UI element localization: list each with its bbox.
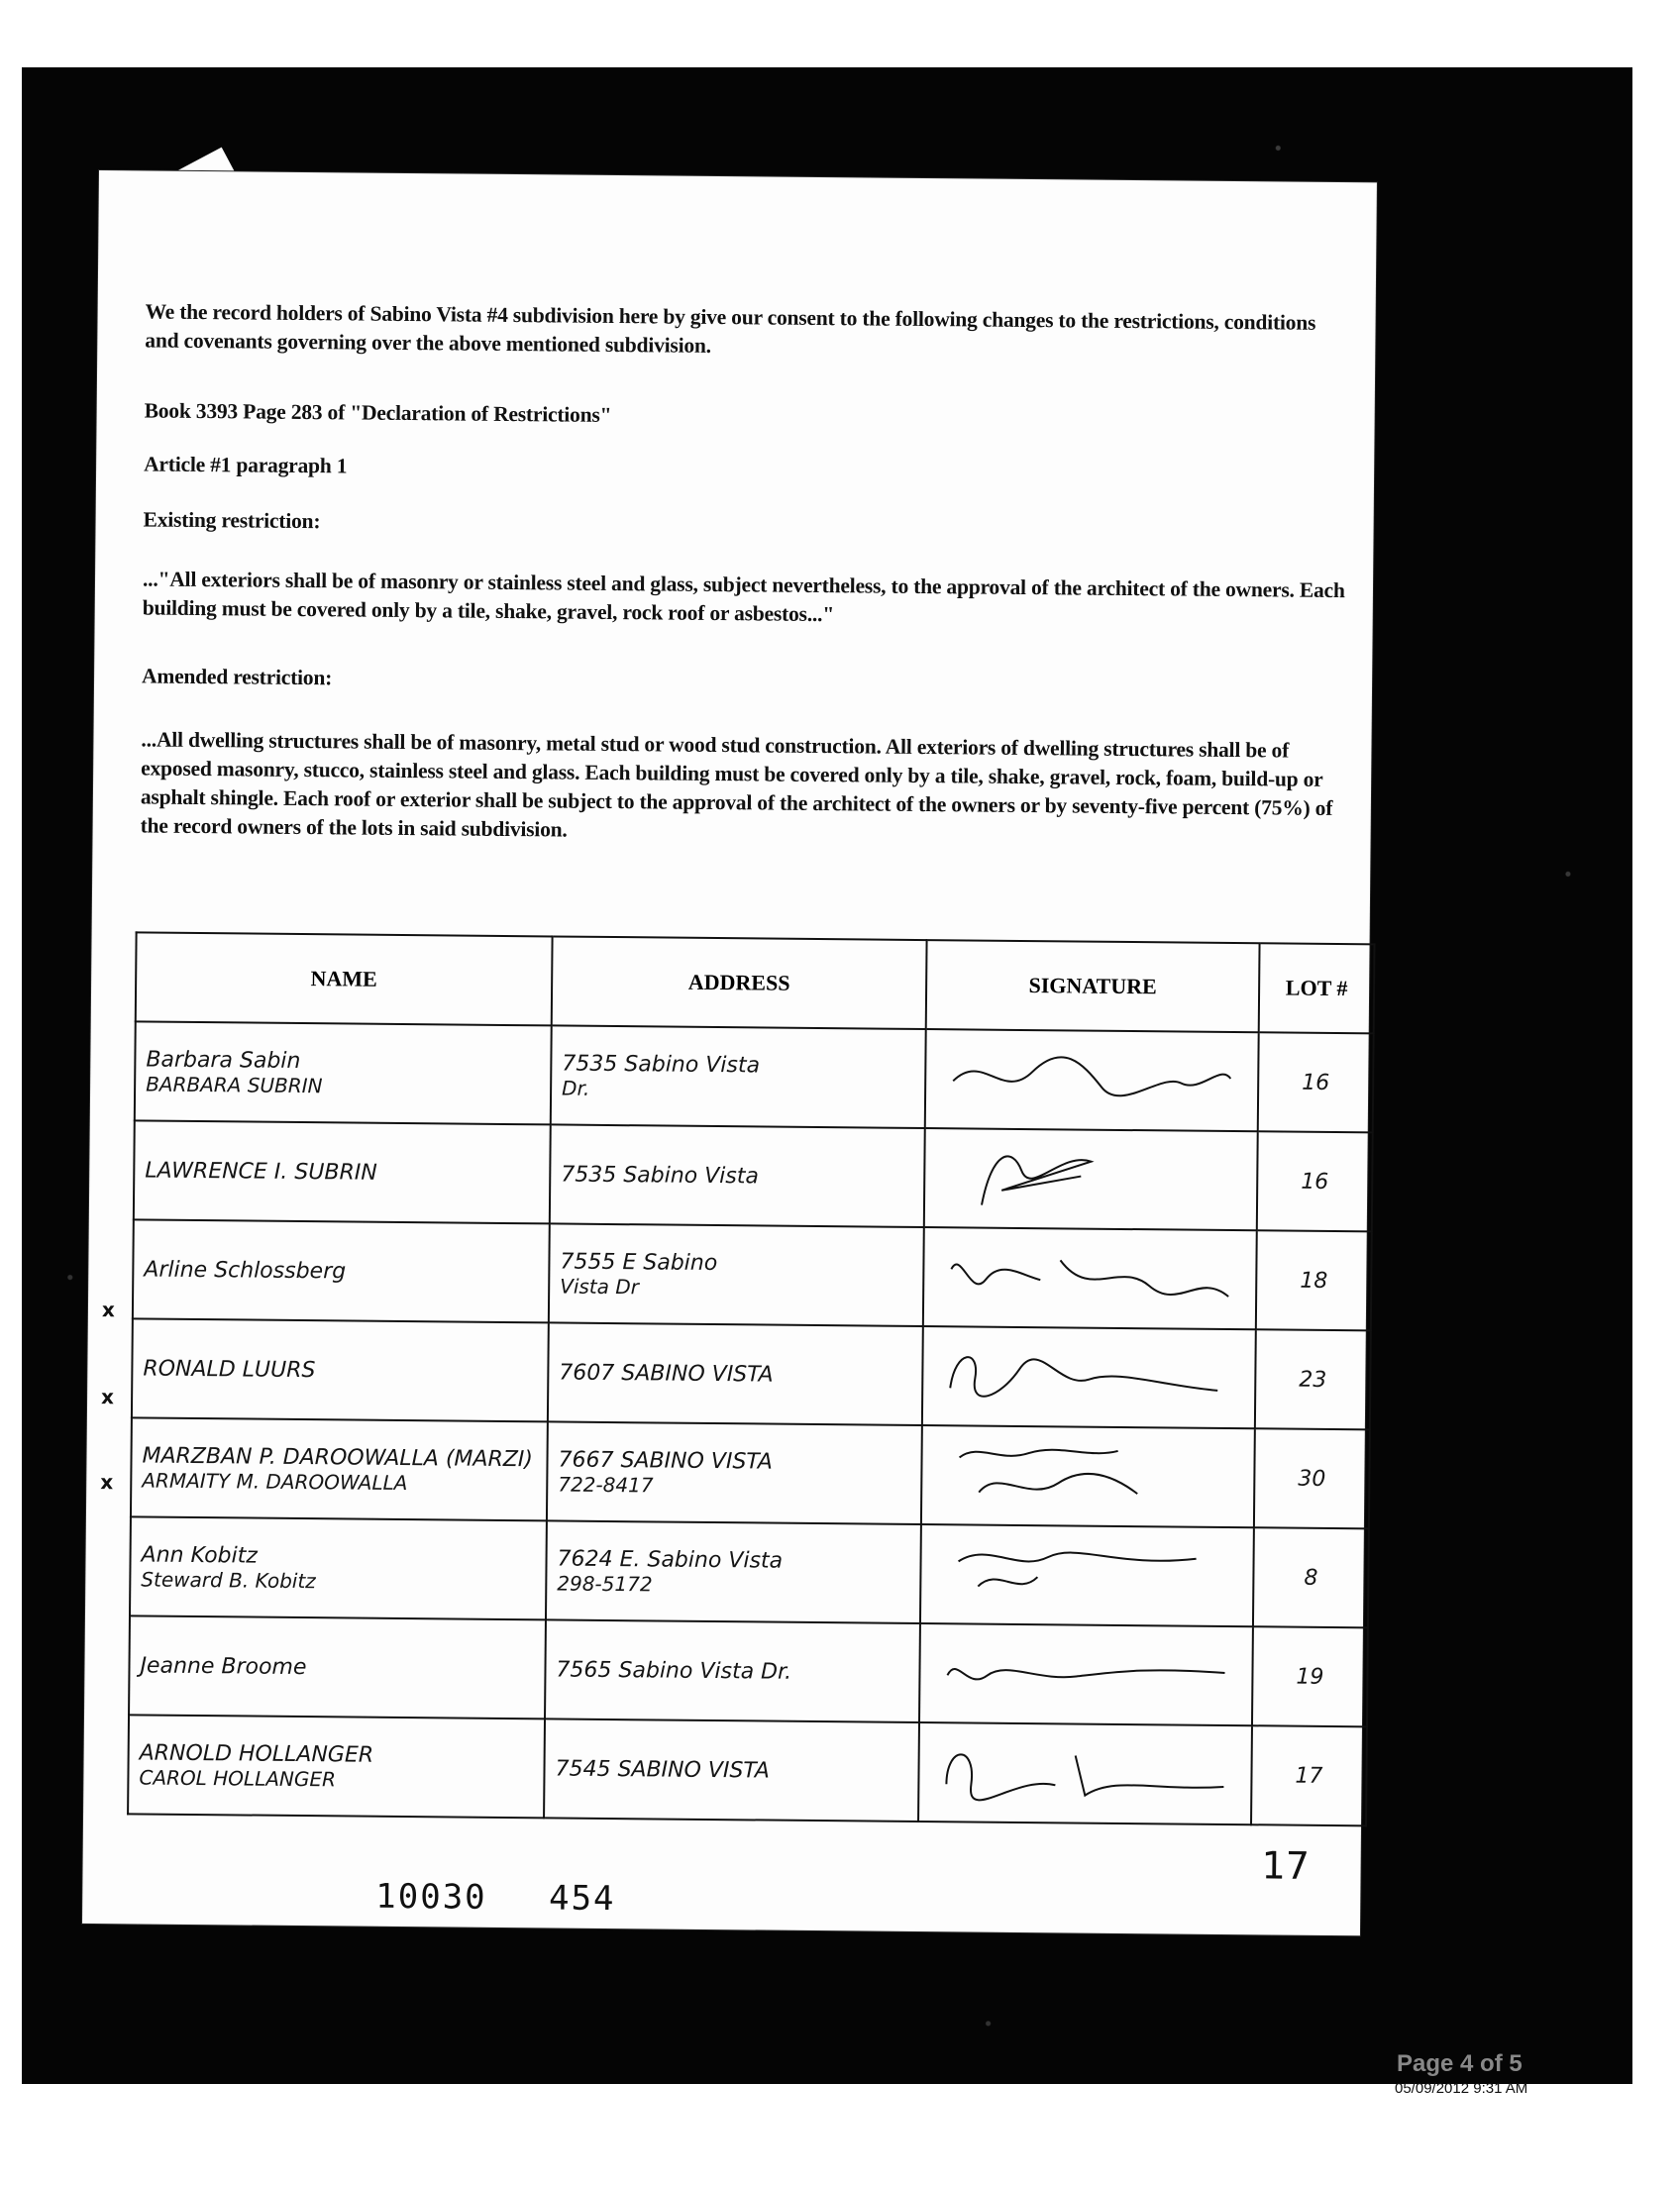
address-line: 7545 SABINO VISTA [555,1755,770,1784]
address-line-2: 298-5172 [557,1571,653,1596]
header-signature: SIGNATURE [926,940,1260,1032]
handwritten-signature [934,1239,1246,1311]
print-timestamp: 05/09/2012 9:31 AM [1395,2080,1528,2097]
x-mark: x [101,1385,115,1409]
address-line: 7667 SABINO VISTA [558,1447,773,1475]
header-address: ADDRESS [552,936,927,1029]
name-line-2: Steward B. Kobitz [141,1566,316,1593]
name-cell [132,1318,549,1421]
address-cell [544,1718,919,1822]
signature-cell [919,1623,1253,1725]
lot-cell: 23 [1255,1329,1371,1429]
name-line: RONALD LUURS [143,1355,316,1383]
address-line-2: Vista Dr [560,1274,640,1299]
lot-cell: 30 [1254,1428,1370,1528]
name-line-2: ARMAITY M. DAROOWALLA [142,1467,408,1495]
address-line-2: 722-8417 [558,1472,654,1497]
table-row [129,1615,1368,1726]
lot-cell: 16 [1257,1131,1373,1231]
name-line: Barbara Sabin [146,1046,301,1074]
lot-cell: 16 [1258,1032,1374,1132]
amended-heading: Amended restriction: [141,664,333,690]
address-cell [550,1124,925,1227]
signature-cell [923,1227,1257,1329]
table-header-row [136,932,1375,1033]
table-row [135,1021,1374,1132]
address-cell [547,1421,922,1524]
book-reference: Book 3393 Page 283 of "Declaration of Restrictions" [144,398,612,427]
signature-cell [922,1326,1256,1428]
handwritten-signature [935,1140,1247,1212]
table-row [130,1516,1369,1627]
existing-text: ..."All exteriors shall be of masonry or stainless steel and glass, subject nevertheless, to the approval of the architect of the owners. Each building must be covered only by a tile, shake, gravel, rock roof or asbestos..." [142,567,1345,627]
header-lot: LOT # [1259,943,1375,1033]
handwritten-signature [932,1437,1244,1510]
name-line: Arline Schlossberg [144,1256,347,1284]
name-cell [131,1417,548,1520]
handwritten-signature [936,1041,1248,1113]
name-line-2: BARBARA SUBRIN [146,1071,323,1097]
lot-cell: 19 [1252,1626,1368,1726]
signature-table [127,931,1376,1826]
address-line-2: Dr. [562,1076,590,1100]
amended-text: ...All dwelling structures shall be of masonry, metal stud or wood stud construction. All exteriors of dwelling structures shall be of exposed masonry, stucco, stainless steel and glass. Each building must be covered only by a tile, shake, gravel, rock, foam, build-up or asphalt shingle. Each roof or exterior shall be subject to the approval of the architect of the owners or by seventy-five percent (75%) of the record owners of the lots in said subdivision. [140,727,1333,842]
address-line: 7607 SABINO VISTA [559,1360,774,1388]
address-cell [549,1223,924,1326]
signature-cell [924,1128,1258,1230]
name-cell [128,1715,545,1818]
name-cell [133,1219,550,1322]
handwritten-signature [933,1338,1245,1410]
table-row [134,1120,1373,1231]
name-cell [135,1021,552,1124]
header-name: NAME [136,932,553,1025]
x-mark: x [100,1470,114,1495]
address-line: 7565 Sabino Vista Dr. [556,1657,792,1685]
address-line: 7535 Sabino Vista [562,1051,761,1078]
address-line: 7535 Sabino Vista [561,1162,760,1189]
name-line: Ann Kobitz [141,1541,258,1569]
address-line: 7624 E. Sabino Vista [557,1546,784,1574]
book-page-stamp: 10030 454 [375,1876,616,1920]
intro-paragraph: We the record holders of Sabino Vista #4 subdivision here by give our consent to the following changes to the restrictions, conditions and covenants governing over the above mentioned subdivision. [145,299,1316,358]
existing-heading: Existing restriction: [143,507,321,534]
handwritten-signature [931,1536,1243,1609]
name-line: MARZBAN P. DAROOWALLA (MARZI) [142,1442,534,1472]
article-reference: Article #1 paragraph 1 [144,452,348,478]
lot-cell: 17 [1251,1725,1367,1825]
table-row [133,1219,1372,1330]
table-row [132,1318,1371,1429]
signature-cell [920,1524,1254,1626]
handwritten-signature [929,1734,1241,1807]
name-line: ARNOLD HOLLANGER [139,1739,374,1768]
name-line: Jeanne Broome [140,1652,307,1680]
name-cell [130,1516,547,1619]
signature-cell [921,1425,1255,1527]
margin-lot-note: 17 [1261,1843,1311,1888]
x-mark: x [101,1298,115,1322]
name-line: LAWRENCE I. SUBRIN [145,1157,377,1186]
name-cell [134,1120,551,1223]
address-cell [546,1520,921,1623]
address-cell [545,1619,920,1722]
handwritten-signature [930,1635,1242,1708]
table-row [128,1715,1367,1825]
lot-cell: 8 [1253,1527,1369,1627]
signature-cell [925,1029,1259,1131]
address-cell [548,1322,923,1425]
address-cell [551,1025,926,1128]
document-page [82,170,1377,1935]
page-number: Page 4 of 5 [1397,2050,1522,2077]
address-line: 7555 E Sabino [560,1249,718,1276]
table-row [131,1417,1370,1528]
lot-cell: 18 [1256,1230,1372,1330]
name-line-2: CAROL HOLLANGER [139,1764,337,1791]
name-cell [129,1615,546,1718]
signature-cell [918,1722,1252,1824]
